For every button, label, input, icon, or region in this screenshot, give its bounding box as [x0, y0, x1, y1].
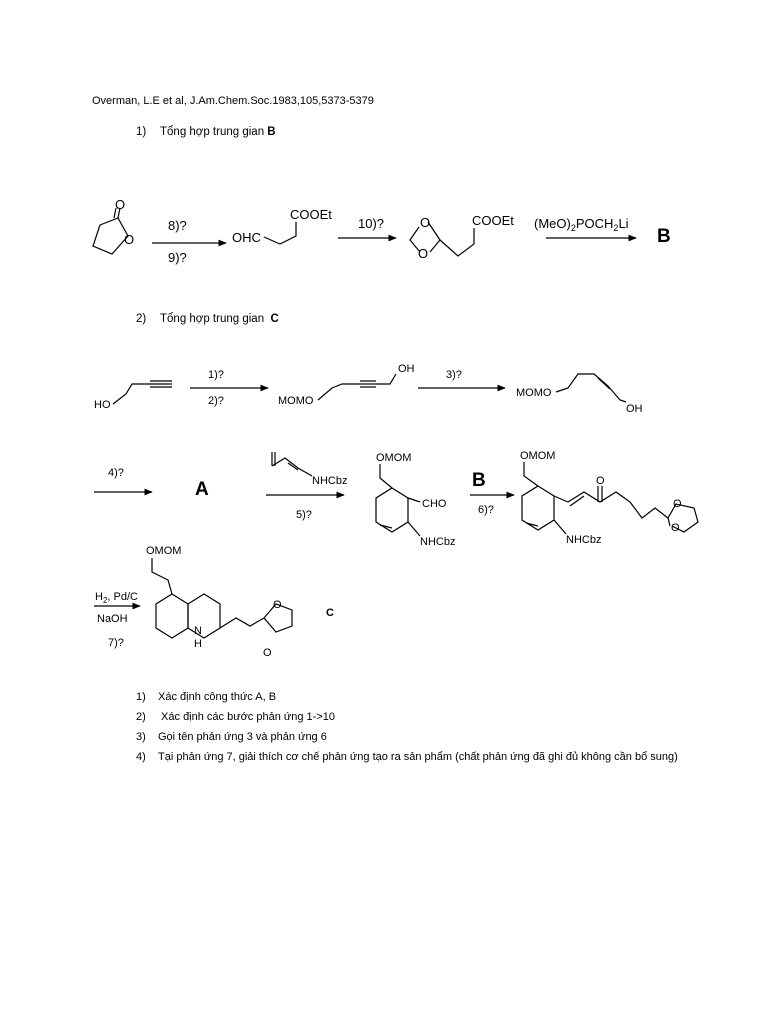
- compound-a-label: A: [195, 479, 209, 500]
- butynol-chain: [113, 384, 150, 404]
- citation: Overman, L.E et al, J.Am.Chem.Soc.1983,105,5373-5379: [92, 95, 374, 107]
- start-ho-label: HO: [94, 399, 111, 411]
- step-9-label: 9)?: [168, 250, 187, 265]
- lactone-ring-o: O: [124, 232, 135, 247]
- oh-label-2: OH: [626, 403, 643, 415]
- step-1-label: 1)?: [208, 369, 224, 381]
- enone-omom-label: OMOM: [520, 450, 556, 462]
- question-item: [136, 690, 696, 705]
- section-1-target: B: [267, 126, 276, 138]
- lactone-carbonyl-o: O: [115, 197, 126, 212]
- enone-dioxolane-o1: O: [673, 498, 682, 510]
- final-dioxolane-o2: O: [263, 647, 272, 659]
- step-3-label: 3)?: [446, 369, 462, 381]
- step-10-label: 10)?: [358, 216, 385, 231]
- reagent-b-label: B: [472, 470, 486, 491]
- question-list: [136, 690, 696, 770]
- question-item: [136, 750, 696, 765]
- butyrolactone-structure: [93, 208, 128, 254]
- step-2-label: 2)?: [208, 395, 224, 407]
- adduct-cho-label: CHO: [422, 498, 447, 510]
- allylic-alcohol-chain: [556, 374, 626, 402]
- enone-dioxolane-o2: O: [671, 522, 680, 534]
- dioxolane-o-top: O: [420, 215, 431, 230]
- step-7-label: 7)?: [108, 637, 124, 649]
- final-h-label: H: [194, 638, 202, 650]
- mom-label-2: MOMO: [516, 387, 552, 399]
- enone-nhcbz-label: NHCbz: [566, 534, 602, 546]
- section-2-target: C: [270, 313, 279, 325]
- enone-structure: [522, 462, 670, 534]
- phosphonate-reagent: $(MeO)_2POCH_2Li$: [534, 216, 629, 233]
- question-item: [136, 730, 696, 745]
- adduct-nhcbz-label: NHCbz: [420, 536, 456, 548]
- question-text: Xác định các bước phản ứng 1->10: [158, 711, 335, 723]
- question-text: Gọi tên phản ứng 3 và phản ứng 6: [158, 731, 327, 743]
- step-5-label: 5)?: [296, 509, 312, 521]
- aldehyde-ester-chain: [264, 222, 296, 244]
- step-8-label: 8)?: [168, 218, 187, 233]
- ester-label-1: COOEt: [290, 207, 332, 222]
- step-4-label: 4)?: [108, 467, 124, 479]
- adduct-omom-label: OMOM: [376, 452, 412, 464]
- question-text: Xác định công thức A, B: [158, 691, 277, 703]
- enone-o-label: O: [596, 475, 605, 487]
- final-dioxolane-o1: O: [273, 599, 282, 611]
- step-6-label: 6)?: [478, 504, 494, 516]
- section-1-text: Tổng hợp trung gian: [160, 126, 265, 138]
- oh-label-1: OH: [398, 363, 415, 375]
- diene-carbamate-structure: [272, 452, 312, 476]
- product-b-label: B: [657, 226, 671, 247]
- question-number: 4): [136, 751, 146, 763]
- question-item: [136, 710, 696, 725]
- ester-label-2: COOEt: [472, 213, 514, 228]
- section-2-number: 2): [136, 313, 147, 325]
- decahydroquinoline-structure: [152, 558, 292, 638]
- diene-nhcbz-label: NHCbz: [312, 475, 348, 487]
- question-number: 3): [136, 731, 146, 743]
- question-number: 1): [136, 691, 146, 703]
- final-n-label: N: [194, 625, 202, 637]
- question-text: Tại phản ứng 7, giải thích cơ chế phản ứng tạo ra sản phẩm (chất phản ứng đã ghi đủ không cần bổ sung): [158, 751, 678, 763]
- compound-c-label: C: [326, 607, 334, 619]
- aldehyde-label: OHC: [232, 230, 261, 245]
- mom-label-1: MOMO: [278, 395, 314, 407]
- naoh-reagent: NaOH: [97, 613, 128, 625]
- final-omom-label: OMOM: [146, 545, 182, 557]
- diels-alder-adduct-structure: [376, 464, 420, 536]
- h2-pd-reagent: $H_2$, Pd/C: [95, 591, 138, 605]
- dioxolane-o-bottom: O: [418, 246, 429, 261]
- question-number: 2): [136, 711, 146, 723]
- alkynol-chain: [318, 384, 360, 400]
- section-2-text: Tổng hợp trung gian: [160, 313, 265, 325]
- section-1-number: 1): [136, 126, 147, 138]
